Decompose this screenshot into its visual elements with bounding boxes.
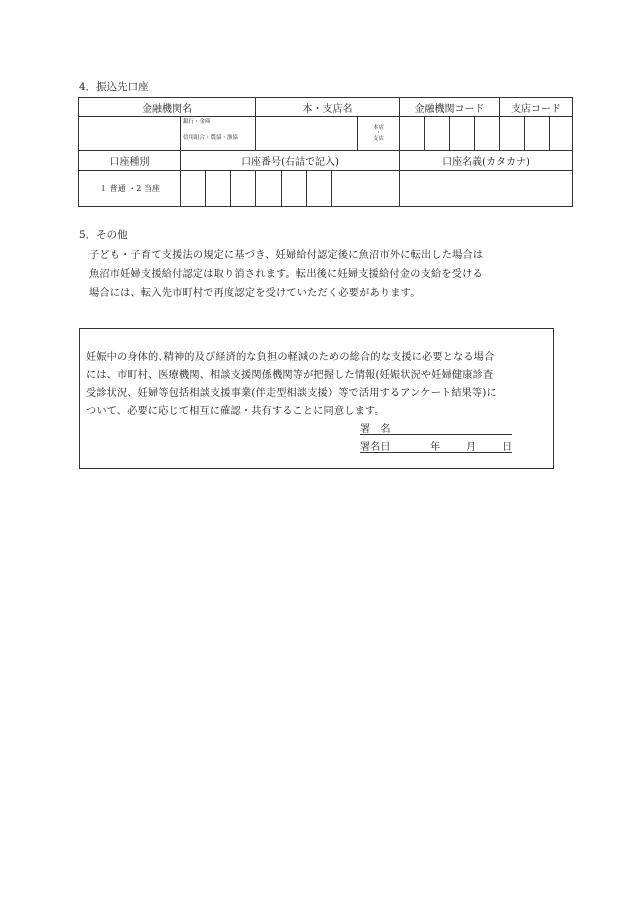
account-name-header: 口座名義(カタカナ) <box>400 151 573 170</box>
account-type-header: 口座種別 <box>79 151 181 170</box>
signature-field[interactable] <box>360 420 512 435</box>
account-number-digit[interactable] <box>307 170 332 206</box>
account-number-digit[interactable] <box>231 170 256 206</box>
bank-type-line1: 銀行・金庫 <box>183 119 211 126</box>
consent-line-4: ついて、必要に応じて相互に確認・共有することに同意します。 <box>86 406 385 417</box>
bank-code-digit[interactable] <box>475 117 500 151</box>
branch-code-digit[interactable] <box>500 117 525 151</box>
branch-type-sub: 支店 <box>373 135 385 142</box>
month-label: 月 <box>466 442 477 453</box>
section5-line-3: 場合には、転入先市町村で再度認定を受けていただく必要があります。 <box>89 288 421 299</box>
bank-type-line2: 信用組合・農協・漁協 <box>183 134 239 141</box>
account-name-field[interactable] <box>400 170 573 206</box>
section5-line-1: 子ども・子育て支援法の規定に基づき、妊婦給付認定後に魚沼市外に転出した場合は <box>89 250 484 261</box>
branch-type-choices[interactable] <box>358 117 400 151</box>
consent-line-3: 受診状況、妊婦等包括相談支援事業(伴走型相談支援）等で活用するアンケート結果等)に <box>86 388 497 399</box>
branch-code-digit[interactable] <box>525 117 550 151</box>
bank-name-header: 金融機関名 <box>79 98 256 117</box>
consent-line-1: 妊娠中の身体的､精神的及び経済的な負担の軽減のための総合的な支援に必要となる場合 <box>86 352 495 363</box>
bank-account-table <box>78 97 573 207</box>
section5-title: 5．その他 <box>79 229 128 241</box>
branch-code-header: 支店コード <box>500 98 573 117</box>
year-label: 年 <box>430 442 441 453</box>
section5-line-2: 魚沼市妊婦支援給付認定は取り消されます。転出後に妊婦支援給付金の支給を受ける <box>89 269 483 280</box>
account-number-digit[interactable] <box>256 170 282 206</box>
branch-name-header: 本・支店名 <box>256 98 400 117</box>
bank-type-choices[interactable] <box>181 117 256 151</box>
bank-code-digit[interactable] <box>425 117 450 151</box>
bank-code-header: 金融機関コード <box>400 98 500 117</box>
consent-line-2: には、市町村、医療機関、相談支援関係機関等が把握した情報(妊娠状況や妊婦健康診査 <box>86 370 494 381</box>
account-type-options[interactable]: １ 普通 ・2 当座 <box>79 170 181 206</box>
branch-type-main: 本店 <box>373 124 385 131</box>
signature-label: 署 名 <box>360 424 391 435</box>
signature-date-field[interactable] <box>360 438 512 453</box>
account-number-digit[interactable] <box>282 170 307 206</box>
branch-name-field[interactable] <box>256 117 358 151</box>
branch-code-digit[interactable] <box>550 117 573 151</box>
bank-code-digit[interactable] <box>400 117 425 151</box>
bank-name-field[interactable] <box>79 117 181 151</box>
branch-type-dot: ・ <box>375 130 382 137</box>
account-number-digit[interactable] <box>332 170 400 206</box>
section4-title: 4．振込先口座 <box>79 81 149 93</box>
bank-code-digit[interactable] <box>450 117 475 151</box>
account-number-digit[interactable] <box>181 170 206 206</box>
account-number-digit[interactable] <box>206 170 231 206</box>
day-label: 日 <box>502 442 513 453</box>
signature-date-label: 署名日 <box>360 442 391 453</box>
account-number-header: 口座番号(右詰で記入) <box>181 151 400 170</box>
